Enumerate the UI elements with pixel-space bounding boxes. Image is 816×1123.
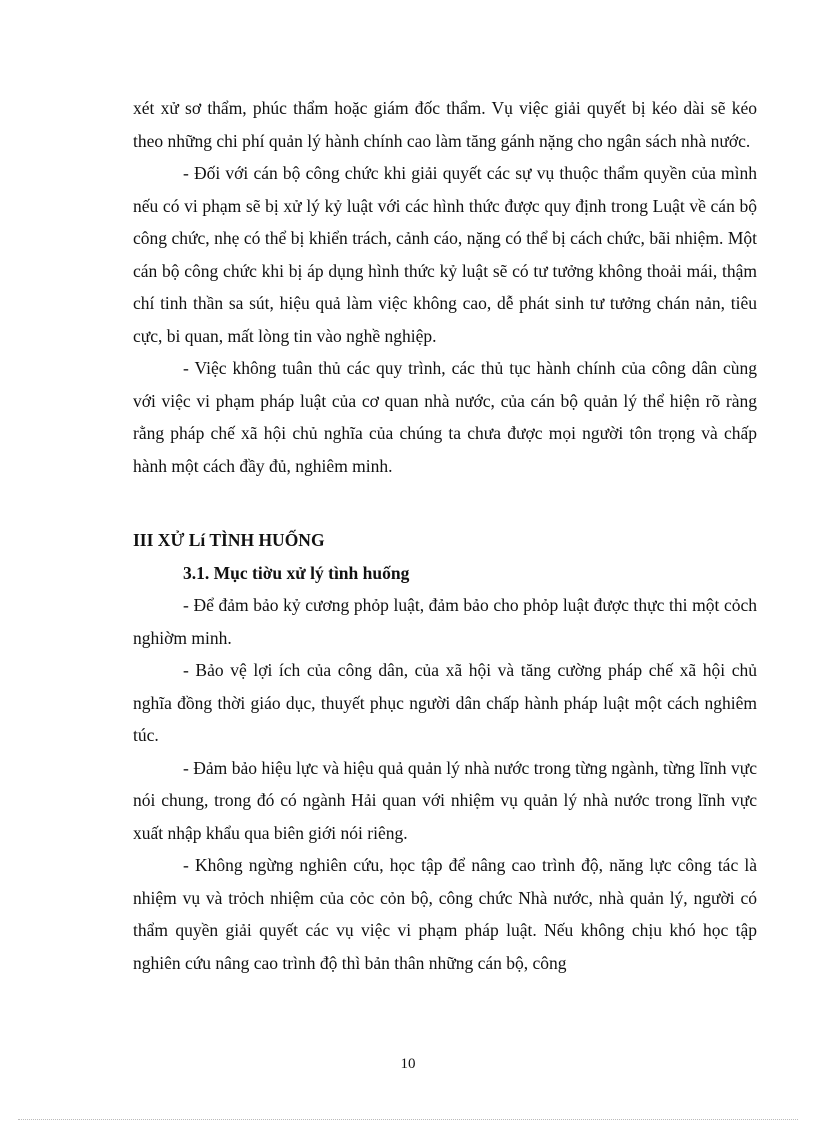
paragraph-objective-discipline: - Để đảm bảo kỷ cương phỏp luật, đảm bảo cho phỏp luật được thực thi một cỏch nghiờm minh. xyxy=(133,595,757,648)
section-spacer xyxy=(133,482,757,524)
page-number: 10 xyxy=(400,1056,416,1072)
page-body xyxy=(133,92,757,979)
paragraph-legal-compliance: - Việc không tuân thủ các quy trình, các thủ tục hành chính của công dân cùng với việc vi phạm pháp luật của cơ quan nhà nước, của cán bộ quản lý thể hiện rõ ràng rằng pháp chế xã hội chủ nghĩa của chúng ta chưa được mọi người tôn trọng và chấp hành một cách đầy đủ, nghiêm minh. xyxy=(133,358,757,476)
paragraph-trial-costs: xét xử sơ thẩm, phúc thẩm hoặc giám đốc thẩm. Vụ việc giải quyết bị kéo dài sẽ kéo theo những chi phí quản lý hành chính cao làm tăng gánh nặng cho ngân sách nhà nước. xyxy=(133,98,757,151)
paragraph-objective-training: - Không ngừng nghiên cứu, học tập để nâng cao trình độ, năng lực công tác là nhiệm vụ và trỏch nhiệm của cỏc cỏn bộ, công chức Nhà nước, nhà quản lý, người có thẩm quyền giải quyết các vụ việc vi phạm pháp luật. Nếu không chịu khó học tập nghiên cứu nâng cao trình độ thì bản thân những cán bộ, công xyxy=(133,855,757,973)
page-bottom-divider xyxy=(18,1119,798,1120)
paragraph-official-discipline: - Đối với cán bộ công chức khi giải quyết các sự vụ thuộc thẩm quyền của mình nếu có vi phạm sẽ bị xử lý kỷ luật với các hình thức được quy định trong Luật về cán bộ công chức, nhẹ có thể bị khiển trách, cảnh cáo, nặng có thể bị cách chức, bãi nhiệm. Một cán bộ công chức khi bị áp dụng hình thức kỷ luật sẽ có tư tưởng không thoải mái, thậm chí tinh thần sa sút, hiệu quả làm việc không cao, dễ phát sinh tư tưởng chán nản, tiêu cực, bi quan, mất lòng tin vào nghề nghiệp. xyxy=(133,163,757,346)
subsection-heading: 3.1. Mục tiờu xử lý tình huống xyxy=(183,562,410,583)
section-heading: III XỬ Lí TÌNH HUỐNG xyxy=(133,530,325,550)
paragraph-objective-customs-management: - Đảm bảo hiệu lực và hiệu quả quản lý nhà nước trong từng ngành, từng lĩnh vực nói chung, trong đó có ngành Hải quan với nhiệm vụ quản lý nhà nước trong lĩnh vực xuất nhập khẩu qua biên giới nói riêng. xyxy=(133,757,757,843)
paragraph-objective-citizen-rights: - Bảo vệ lợi ích của công dân, của xã hội và tăng cường pháp chế xã hội chủ nghĩa đồng thời giáo dục, thuyết phục người dân chấp hành pháp luật một cách nghiêm túc. xyxy=(133,660,757,745)
